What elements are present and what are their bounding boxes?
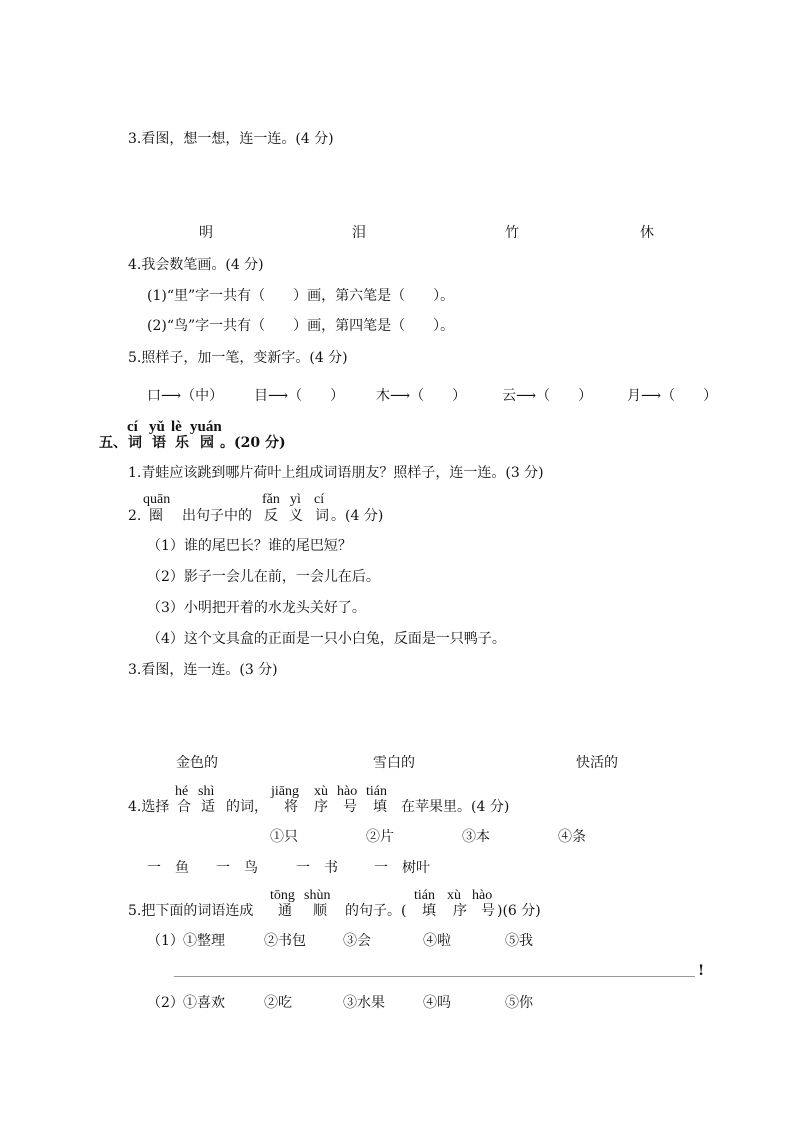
q1-prompt: 1.青蛙应该跳到哪片荷叶上组成词语朋友？照样子，连一连。(3 分) [128, 465, 544, 481]
pinyin: hào [472, 888, 493, 903]
measure-phrase: 一 鱼 [147, 860, 189, 876]
pinyin: shì [198, 784, 215, 799]
word-chip: ⑤我 [505, 933, 533, 949]
add-stroke-item: 木⟶（ ） [376, 388, 467, 404]
word-chip: ④吗 [423, 995, 451, 1011]
pinyin-char: 词 [315, 508, 329, 524]
prompt-text: 。(4 分) [331, 508, 384, 524]
pinyin-char: 填 [373, 799, 387, 815]
question-number: 2. [128, 508, 142, 524]
word-chip: ②吃 [264, 995, 292, 1011]
exclamation-mark: ! [698, 963, 705, 979]
word-chip: ④啦 [423, 933, 451, 949]
antonym-sentence: （2）影子一会儿在前，一会儿在后。 [147, 569, 380, 585]
word-chip: ①喜欢 [183, 995, 225, 1011]
pinyin-char: 序 [453, 903, 467, 919]
measure-phrase: 一 树叶 [374, 860, 430, 876]
pinyin: tōng [270, 888, 295, 903]
match-word: 雪白的 [373, 755, 415, 771]
pinyin: quān [143, 492, 171, 507]
heading-char: 园 [200, 435, 214, 451]
match-char: 明 [199, 225, 213, 241]
pinyin: hé [175, 784, 189, 799]
match-word: 金色的 [176, 755, 218, 771]
q4-prompt: 4.我会数笔画。(4 分) [128, 257, 264, 273]
word-chip: ③水果 [343, 995, 385, 1011]
match-char: 竹 [505, 225, 519, 241]
pinyin-char: 圈 [149, 508, 163, 524]
word-chip: ⑤你 [505, 995, 533, 1011]
option-word: ①只 [270, 829, 298, 845]
add-stroke-item: 目⟶（ ） [254, 388, 345, 404]
pinyin: yuán [190, 419, 222, 435]
prompt-text: )(6 分) [497, 903, 541, 919]
antonym-sentence: （1）谁的尾巴长？谁的尾巴短？ [147, 538, 352, 554]
row-label: （1） [147, 933, 184, 949]
add-stroke-item: 口⟶（中） [147, 388, 224, 404]
pinyin-char: 号 [343, 799, 357, 815]
pinyin: tián [414, 888, 435, 903]
antonym-sentence: （3）小明把开着的水龙头关好了。 [147, 600, 366, 616]
answer-line[interactable] [174, 976, 695, 977]
pinyin-char: 序 [314, 799, 328, 815]
stroke-count-line: (2)“鸟”字一共有（ ）画，第四笔是（ ）。 [147, 318, 455, 334]
option-word: ④条 [558, 829, 586, 845]
pinyin-char: 将 [284, 799, 298, 815]
pinyin: shùn [304, 888, 331, 903]
pinyin-char: 通 [278, 903, 292, 919]
prompt-text: 的句子。( [345, 903, 407, 919]
pinyin: yǔ [149, 419, 165, 435]
measure-phrase: 一 书 [296, 860, 338, 876]
pinyin: xù [447, 888, 461, 903]
pinyin: hào [337, 784, 358, 799]
pinyin-char: 反 [264, 508, 278, 524]
measure-phrase: 一 鸟 [216, 860, 258, 876]
heading-char: 语 [152, 435, 166, 451]
add-stroke-item: 月⟶（ ） [627, 388, 718, 404]
q5-prompt: 5.照样子，加一笔，变新字。(4 分) [128, 350, 348, 366]
pinyin: xù [314, 784, 328, 799]
match-word: 快活的 [576, 755, 618, 771]
word-chip: ③会 [343, 933, 371, 949]
section-number: 五、 [99, 435, 127, 451]
pinyin: cí [314, 492, 325, 507]
pinyin-char: 顺 [313, 903, 327, 919]
q3-prompt: 3.看图，想一想，连一连。(4 分) [128, 131, 334, 147]
heading-char: 词 [128, 435, 142, 451]
pinyin-char: 号 [481, 903, 495, 919]
pinyin-char: 合 [177, 799, 191, 815]
heading-char: 乐 [175, 435, 189, 451]
pinyin-char: 填 [422, 903, 436, 919]
pinyin: cí [127, 419, 138, 435]
row-label: （2） [147, 995, 184, 1011]
match-char: 休 [640, 225, 654, 241]
antonym-sentence: （4）这个文具盒的正面是一只小白兔，反面是一只鸭子。 [147, 631, 506, 647]
prompt-text: 在苹果里。(4 分) [401, 799, 510, 815]
prompt-text: 出句子中的 [182, 508, 252, 524]
prompt-text: 4.选择 [128, 799, 170, 815]
option-word: ③本 [462, 829, 490, 845]
word-chip: ②书包 [264, 933, 306, 949]
section-score: 。(20 分) [220, 435, 286, 451]
prompt-text: 的词， [226, 799, 268, 815]
pinyin: fǎn [262, 492, 280, 507]
pinyin: lè [171, 419, 182, 435]
pinyin: jiāng [271, 784, 299, 799]
stroke-count-line: (1)“里”字一共有（ ）画，第六笔是（ ）。 [147, 288, 455, 304]
pinyin-char: 适 [201, 799, 215, 815]
match-char: 泪 [352, 225, 366, 241]
pinyin-char: 义 [289, 508, 303, 524]
prompt-text: 5.把下面的词语连成 [128, 903, 254, 919]
q3-prompt: 3.看图，连一连。(3 分) [128, 662, 278, 678]
pinyin: yì [290, 492, 301, 507]
option-word: ②片 [366, 829, 394, 845]
pinyin: tián [366, 784, 387, 799]
add-stroke-item: 云⟶（ ） [502, 388, 593, 404]
word-chip: ①整理 [183, 933, 225, 949]
